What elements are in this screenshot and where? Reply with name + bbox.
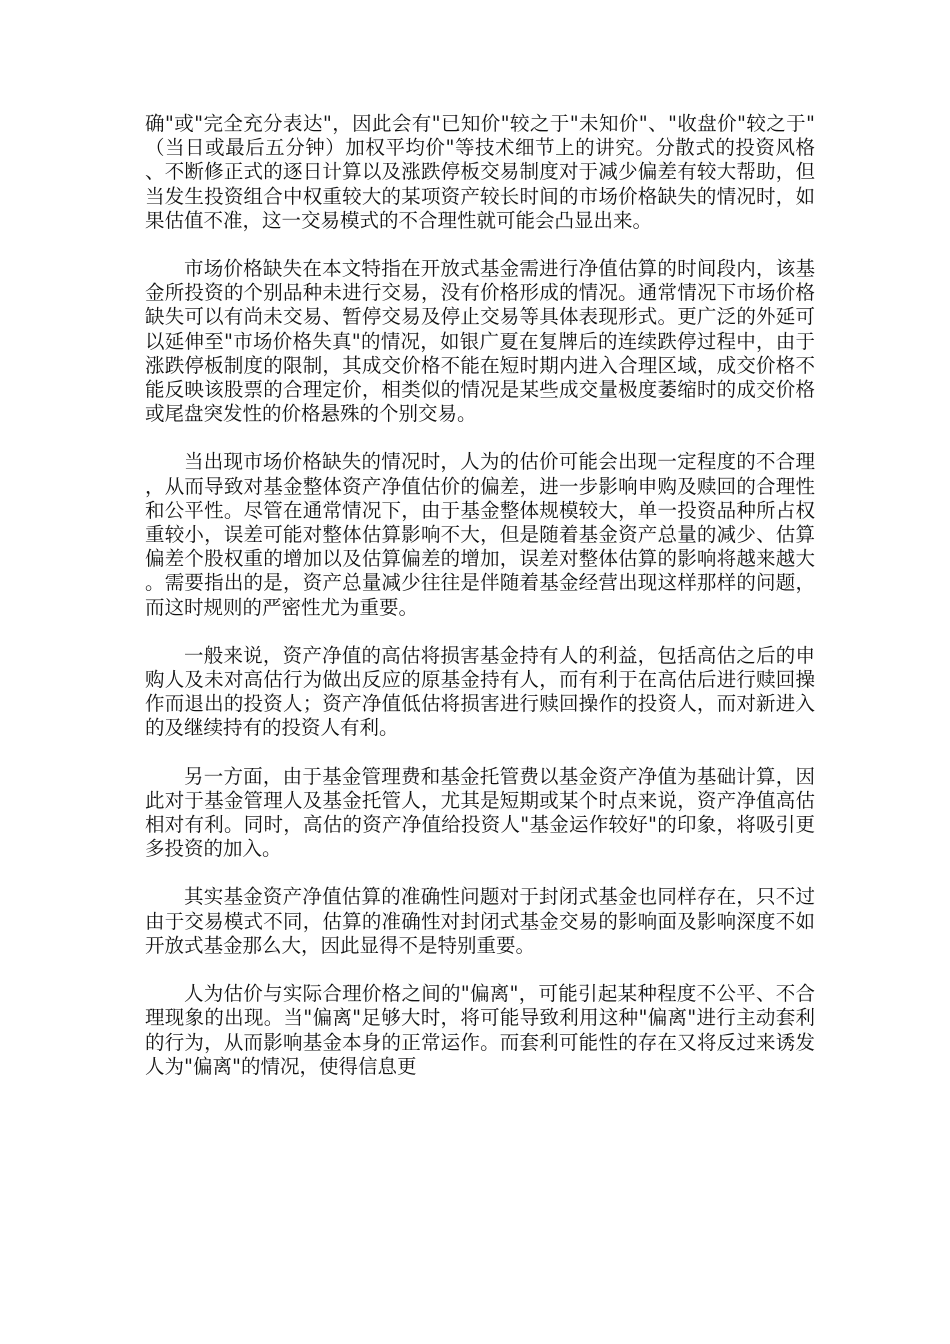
document-body — [145, 112, 815, 1103]
paragraph-closed-end-funds: 其实基金资产净值估算的准确性问题对于封闭式基金也同样存在，只不过由于交易模式不同，估算的准确性对封闭式基金交易的影响面及影响深度不如开放式基金那么大，因此显得不是特别重要。 — [145, 885, 815, 957]
paragraph-arbitrage: 人为估价与实际合理价格之间的"偏离"，可能引起某种程度不公平、不合理现象的出现。当"偏离"足够大时，将可能导致利用这种"偏离"进行主动套利的行为，从而影响基金本身的正常运作。而套利可能性的存在又将反过来诱发人为"偏离"的情况，使得信息更 — [145, 982, 815, 1078]
paragraph-continued: 确"或"完全充分表达"，因此会有"已知价"较之于"未知价"、"收盘价"较之于"（当日或最后五分钟）加权平均价"等技术细节上的讲究。分散式的投资风格、不断修正式的逐日计算以及涨跌停板交易制度对于减少偏差有较大帮助，但当发生投资组合中权重较大的某项资产较长时间的市场价格缺失的情况时，如果估值不准，这一交易模式的不合理性就可能会凸显出来。 — [145, 112, 815, 232]
paragraph-market-price-missing: 市场价格缺失在本文特指在开放式基金需进行净值估算的时间段内，该基金所投资的个别品种未进行交易，没有价格形成的情况。通常情况下市场价格缺失可以有尚未交易、暂停交易及停止交易等具体表现形式。更广泛的外延可以延伸至"市场价格失真"的情况，如银广夏在复牌后的连续跌停过程中，由于涨跌停板制度的限制，其成交价格不能在短时期内进入合理区域，成交价格不能反映该股票的合理定价，相类似的情况是某些成交量极度萎缩时的成交价格或尾盘突发性的价格悬殊的个别交易。 — [145, 257, 815, 426]
paragraph-overvaluation-effects: 一般来说，资产净值的高估将损害基金持有人的利益，包括高估之后的申购人及未对高估行为做出反应的原基金持有人，而有利于在高估后进行赎回操作而退出的投资人；资产净值低估将损害进行赎回操作的投资人，而对新进入的及继续持有的投资人有利。 — [145, 643, 815, 740]
paragraph-estimation-deviation: 当出现市场价格缺失的情况时，人为的估价可能会出现一定程度的不合理，从而导致对基金整体资产净值估价的偏差，进一步影响申购及赎回的合理性和公平性。尽管在通常情况下，由于基金整体规模较大，单一投资品种所占权重较小，误差可能对整体估算影响不大，但是随着基金资产总量的减少、估算偏差个股权重的增加以及估算偏差的增加，误差对整体估算的影响将越来越大。需要指出的是，资产总量减少往往是伴随着基金经营出现这样那样的问题，而这时规则的严密性尤为重要。 — [145, 450, 815, 619]
paragraph-management-fees: 另一方面，由于基金管理费和基金托管费以基金资产净值为基础计算，因此对于基金管理人及基金托管人，尤其是短期或某个时点来说，资产净值高估相对有利。同时，高估的资产净值给投资人"基金运作较好"的印象，将吸引更多投资的加入。 — [145, 764, 815, 861]
